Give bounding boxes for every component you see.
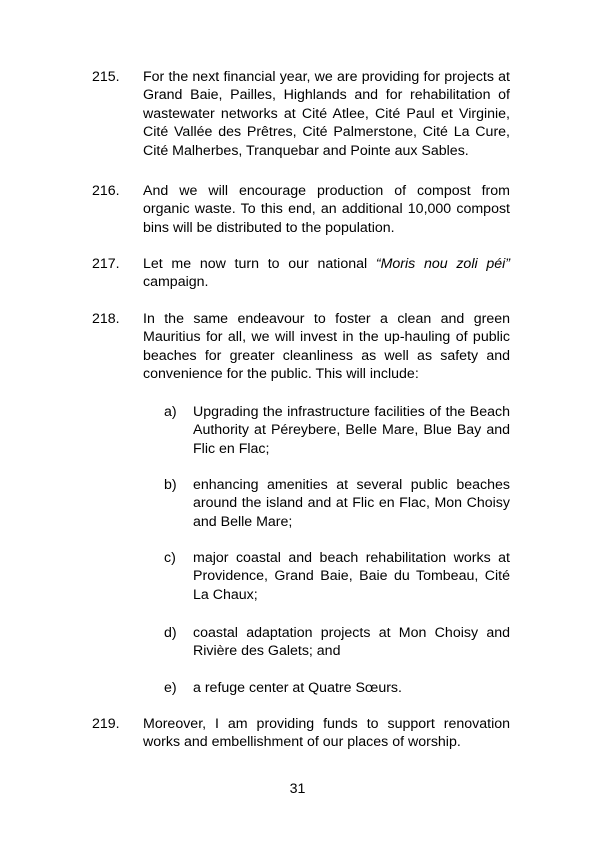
paragraph-text: Moreover, I am providing funds to support renovation works and embellishment of our places of worship. xyxy=(143,716,510,751)
paragraph-text-end: campaign. xyxy=(143,274,209,291)
paragraph-215 xyxy=(92,68,510,160)
paragraph-text: And we will encourage production of compost from organic waste. To this end, an additional 10,000 compost bins will be distributed to the population. xyxy=(143,183,510,236)
list-item-text: coastal adaptation projects at Mon Choisy and Rivière des Galets; and xyxy=(193,625,510,660)
list-item-text: a refuge center at Quatre Sœurs. xyxy=(193,680,402,696)
paragraph-text: For the next financial year, we are providing for projects at Grand Baie, Pailles, Highlands and for rehabilitation of wastewater networks at Cité Atlee, Cité Paul et Virginie, Cité Vallée des Prêtres, Cité Palmerstone, Cité La Cure, Cité Malherbes, Tranquebar and Pointe aux Sables. xyxy=(143,69,510,159)
list-item-text: enhancing amenities at several public beaches around the island and at Flic en Flac, Mon Choisy and Belle Mare; xyxy=(193,477,510,530)
paragraph-number: 218. xyxy=(92,311,120,327)
list-item-c xyxy=(164,549,510,604)
paragraph-text: In the same endeavour to foster a clean and green Mauritius for all, we will invest in the up-hauling of public beaches for greater cleanliness as well as safety and convenience for the public. This will include: xyxy=(143,311,510,383)
paragraph-number: 217. xyxy=(92,256,120,272)
paragraph-number: 219. xyxy=(92,716,120,732)
page-number: 31 xyxy=(289,781,306,797)
list-item-letter: e) xyxy=(164,680,177,696)
list-item-text: Upgrading the infrastructure facilities of the Beach Authority at Péreybere, Belle Mare, Blue Bay and Flic en Flac; xyxy=(193,404,510,457)
list-item-letter: d) xyxy=(164,625,177,641)
paragraph-number: 215. xyxy=(92,69,120,85)
list-item-letter: a) xyxy=(164,404,177,420)
list-item-b xyxy=(164,476,510,531)
campaign-name: “Moris nou zoli péi” xyxy=(375,256,510,272)
paragraph-text xyxy=(143,255,510,292)
paragraph-217 xyxy=(92,255,510,292)
paragraph-text-start: Let me now turn to our national xyxy=(143,256,376,272)
list-item-e xyxy=(164,679,510,697)
list-item-d xyxy=(164,624,510,661)
list-item-letter: c) xyxy=(164,550,176,566)
paragraph-218 xyxy=(92,310,510,384)
paragraph-number: 216. xyxy=(92,183,120,199)
list-item-letter: b) xyxy=(164,477,177,493)
list-item-a xyxy=(164,403,510,458)
list-item-text: major coastal and beach rehabilitation works at Providence, Grand Baie, Baie du Tombeau, Cité La Chaux; xyxy=(193,550,510,603)
paragraph-219 xyxy=(92,715,510,752)
paragraph-216 xyxy=(92,182,510,237)
